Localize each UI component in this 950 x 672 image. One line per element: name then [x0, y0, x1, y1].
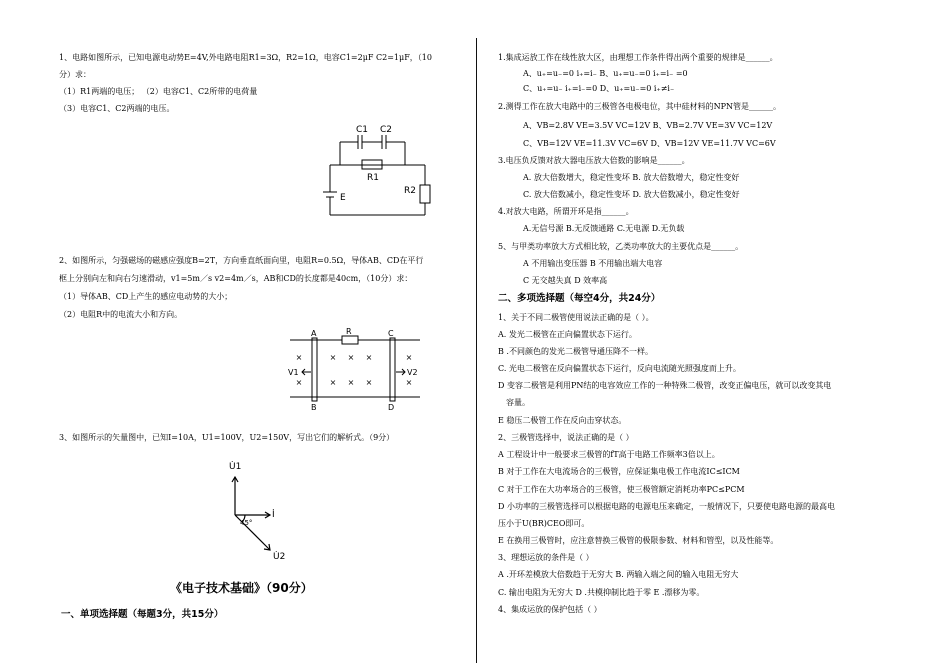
u1-label: U̇1	[229, 462, 242, 472]
q1-line4: （3）电容C1、C2两端的电压。	[59, 104, 175, 113]
svg-text:×: ×	[347, 378, 355, 387]
svg-text:×: ×	[365, 378, 373, 387]
q2-line1: 2、如图所示，匀强磁场的磁感应强度B=2T，方向垂直纸面向里，电阻R=0.5Ω，导体AB、CD在平行	[59, 256, 424, 265]
q1-line1: 1、电路如图所示，已知电源电动势E=4V,外电路电阻R1=3Ω，R2=1Ω，电容C1=2μF C2=1μF，（10	[59, 53, 432, 62]
m2-option-a: A 工程设计中一般要求三极管的fT高于电路工作频率3倍以上。	[498, 450, 720, 459]
m2-option-b: B 对于工作在大电流场合的三极管，应保证集电极工作电流IC≤ICM	[498, 467, 740, 476]
mc1-question: 1.集成运放工作在线性放大区，由理想工作条件得出两个重要的规律是______。	[498, 53, 778, 62]
m1-option-b: B .不同颜色的发光二极管导通压降不一样。	[498, 347, 653, 356]
m1-option-d-line1: D 变容二极管是利用PN结的电容效应工作的一种特殊二极管，改变正偏电压，就可以改变其电	[498, 381, 832, 390]
section2-heading: 二、多项选择题（每空4分，共24分）	[498, 293, 661, 304]
m1-option-e: E 稳压二极管工作在反向击穿状态。	[498, 416, 627, 425]
e-label: E	[340, 193, 346, 203]
m1-option-c: C. 光电二极管在反向偏置状态下运行，反向电流随光照强度而上升。	[498, 364, 741, 373]
svg-text:×: ×	[295, 353, 303, 362]
q1-line2: 分）求：	[59, 70, 91, 79]
m1-question: 1、关于不同二极管使用说法正确的是（ ）。	[498, 313, 654, 322]
q1-line3: （1）R1两端的电压； （2）电容C1、C2所带的电荷量	[59, 87, 258, 96]
m3-question: 3、理想运放的条件是（ ）	[498, 553, 594, 562]
mc3-opt-2: C. 放大倍数减小，稳定性变坏 D. 放大倍数减小，稳定性变好	[523, 190, 740, 199]
point-b-label: B	[311, 403, 317, 412]
m3-option-ab: A .开环差模放大倍数趋于无穷大 B. 两输入端之间的输入电阻无穷大	[498, 570, 739, 579]
v1-label: V1	[288, 368, 299, 377]
mc3-opt-1: A. 放大倍数增大，稳定性变坏 B. 放大倍数增大，稳定性变好	[523, 173, 740, 182]
mc1-opt-1: A、u₊=u₋=0 i₊=i₋ B、u₊=u₋=0 i₊=i₋ =0	[523, 69, 688, 78]
svg-text:×: ×	[365, 353, 373, 362]
svg-text:×: ×	[295, 378, 303, 387]
point-c-label: C	[388, 329, 394, 338]
r1-label: R1	[367, 173, 379, 183]
svg-text:×: ×	[405, 378, 413, 387]
column-divider	[476, 38, 477, 663]
u2-label: U̇2	[273, 552, 286, 562]
c1-label: C1	[356, 125, 369, 135]
svg-text:×: ×	[405, 353, 413, 362]
svg-text:×: ×	[329, 353, 337, 362]
exam-title: 《电子技术基础》（90分）	[170, 581, 313, 595]
m2-question: 2、三极管选择中，说法正确的是（ ）	[498, 433, 634, 442]
mc2-opt-1: A、VB=2.8V VE=3.5V VC=12V B、VB=2.7V VE=3V VC=12V	[523, 121, 773, 130]
q2-line3: （1）导体AB、CD上产生的感应电动势的大小；	[59, 292, 233, 301]
section1-heading: 一、单项选择题（每题3分，共15分）	[61, 609, 224, 620]
svg-text:×: ×	[329, 378, 337, 387]
m4-question: 4、集成运放的保护包括（ ）	[498, 605, 602, 614]
m2-option-d-line2: 压小于U(BR)CEO即可。	[498, 519, 590, 528]
mc4-opt-1: A.无信号源 B.无反馈通路 C.无电源 D.无负载	[523, 224, 685, 233]
m2-option-e: E 在换用三极管时，应注意替换三极管的极限参数、材料和管型，以及性能等。	[498, 536, 779, 545]
mc3-question: 3.电压负反馈对放大器电压放大倍数的影响是______。	[498, 156, 690, 165]
mc2-opt-2: C、VB=12V VE=11.3V VC=6V D、VB=12V VE=11.7V VC=6V	[523, 139, 776, 148]
mc5-opt-1: A 不用输出变压器 B 不用输出端大电容	[523, 259, 663, 268]
m2-option-c: C 对于工作在大功率场合的三极管，使三极管额定消耗功率PC≤PCM	[498, 485, 745, 494]
mc5-question: 5、与甲类功率放大方式相比较，乙类功率放大的主要优点是______。	[498, 242, 744, 251]
mc4-question: 4.对放大电路，所谓开环是指______。	[498, 207, 634, 216]
resistor-r-label: R	[346, 327, 352, 336]
m1-option-d-line2: 容量。	[506, 398, 530, 407]
mc1-opt-2: C、u₊=u₋ i₊=i₋=0 D、u₊=u₋=0 i₊≠i₋	[523, 84, 675, 93]
m2-option-d-line1: D 小功率的三极管选择可以根据电路的电源电压来确定，一般情况下，只要使电路电源的最高电	[498, 502, 835, 511]
q2-line2: 框上分别向左和向右匀速滑动，v1=5m／s v2=4m／s，AB和CD的长度都是40cm，（10分）求：	[59, 274, 413, 283]
angle-label: 45°	[240, 519, 253, 527]
point-d-label: D	[388, 403, 395, 412]
i-label: İ	[272, 510, 275, 520]
point-a-label: A	[311, 329, 317, 338]
magnetic-field-diagram	[285, 327, 425, 415]
mc5-opt-2: C 无交越失真 D 效率高	[523, 276, 608, 285]
mc2-question: 2.测得工作在放大电路中的三极管各电极电位，其中硅材料的NPN管是______。	[498, 102, 782, 111]
v2-label: V2	[407, 368, 418, 377]
r2-label: R2	[404, 186, 416, 196]
phasor-diagram	[225, 455, 305, 565]
c2-label: C2	[380, 125, 393, 135]
m1-option-a: A. 发光二极管在正向偏置状态下运行。	[498, 330, 637, 339]
circuit-diagram-1	[310, 120, 450, 230]
m3-option-cde: C. 输出电阻为无穷大 D .共模抑制比趋于零 E .漂移为零。	[498, 588, 705, 597]
q3-line1: 3、如图所示的矢量图中，已知I=10A，U1=100V，U2=150V，写出它们的解析式。（9分）	[59, 433, 395, 442]
svg-text:×: ×	[347, 353, 355, 362]
q2-line4: （2）电阻R中的电流大小和方向。	[59, 310, 183, 319]
